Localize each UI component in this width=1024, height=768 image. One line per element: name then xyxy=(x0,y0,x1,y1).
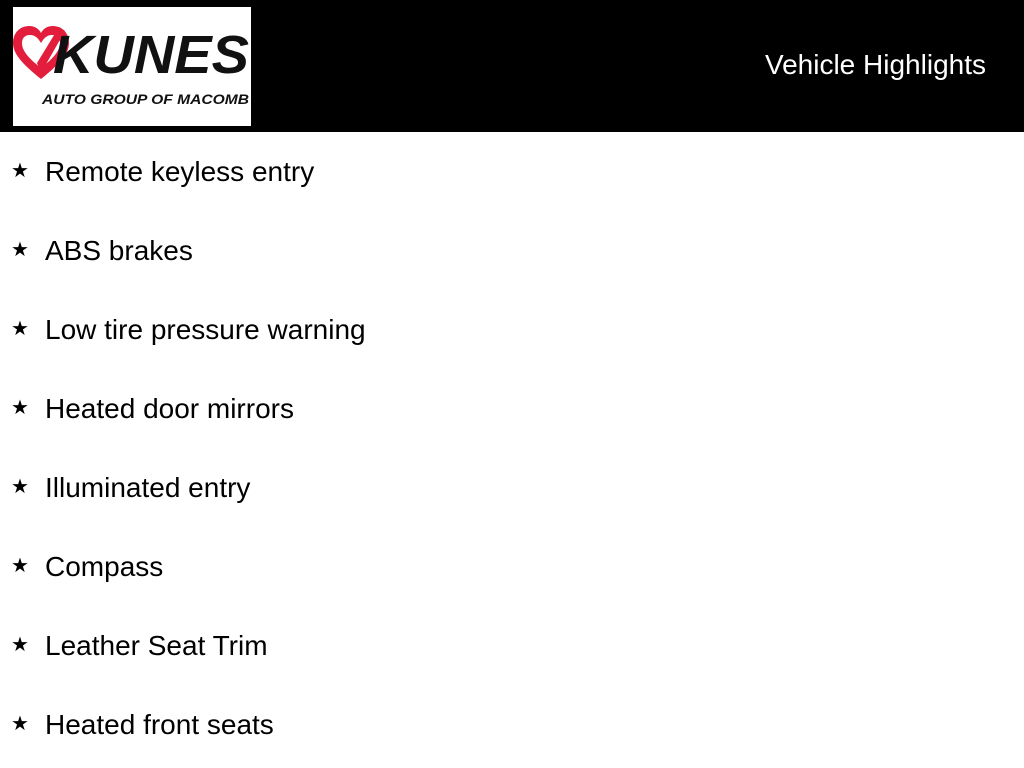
star-icon: ★ xyxy=(11,316,29,340)
dealer-logo-graphic xyxy=(13,7,251,126)
header-bar xyxy=(0,0,1024,132)
highlights-list xyxy=(0,132,1024,764)
star-icon: ★ xyxy=(11,395,29,419)
star-icon: ★ xyxy=(11,237,29,261)
star-icon: ★ xyxy=(11,158,29,182)
highlight-label: Leather Seat Trim xyxy=(45,630,268,661)
star-icon: ★ xyxy=(11,474,29,498)
highlight-label: Compass xyxy=(45,551,164,582)
page-title: Vehicle Highlights xyxy=(764,49,986,80)
list-item xyxy=(0,448,1024,527)
highlight-label: Low tire pressure warning xyxy=(45,314,366,345)
list-item xyxy=(0,132,1024,211)
highlight-label: Remote keyless entry xyxy=(45,156,315,187)
list-item xyxy=(0,606,1024,685)
highlight-label: Heated door mirrors xyxy=(45,393,294,424)
highlight-label: Heated front seats xyxy=(45,709,274,740)
dealer-logo xyxy=(13,7,251,126)
star-icon: ★ xyxy=(11,711,29,735)
highlight-label: ABS brakes xyxy=(45,235,193,266)
list-item xyxy=(0,685,1024,764)
list-item xyxy=(0,369,1024,448)
highlight-label: Illuminated entry xyxy=(45,472,251,503)
list-item xyxy=(0,211,1024,290)
star-icon: ★ xyxy=(11,553,29,577)
list-item xyxy=(0,527,1024,606)
star-icon: ★ xyxy=(11,632,29,656)
list-item xyxy=(0,290,1024,369)
logo-sub-text: AUTO GROUP OF MACOMB xyxy=(40,91,249,107)
logo-brand-text: KUNES xyxy=(53,25,249,85)
